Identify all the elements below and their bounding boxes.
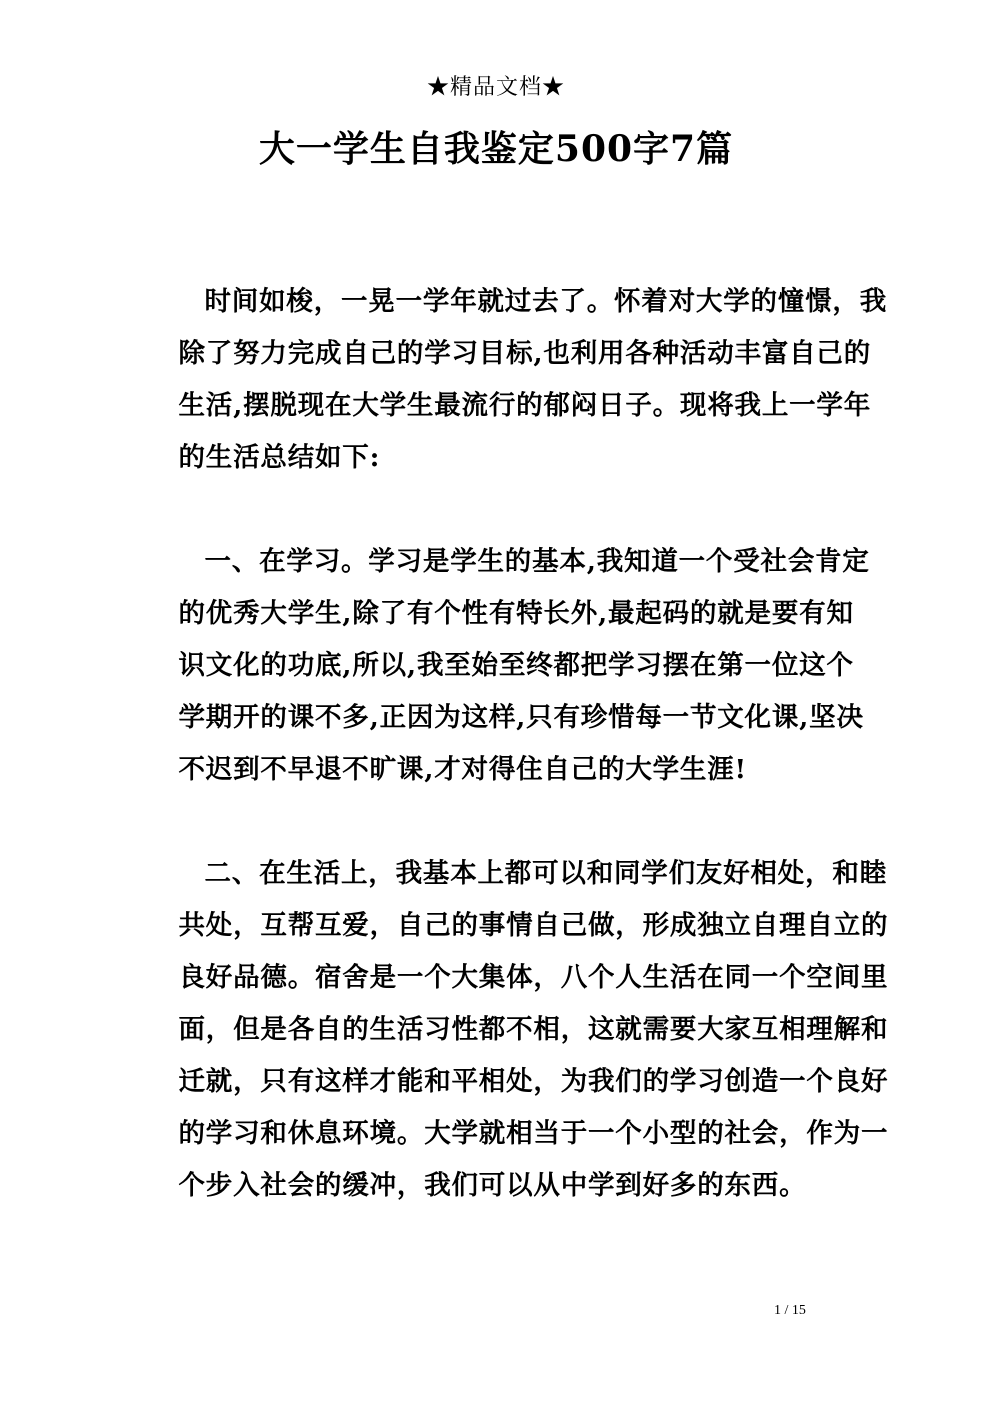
text-line: 二、在生活上，我基本上都可以和同学们友好相处，和睦 [204,858,887,889]
text-line: 面，但是各自的生活习性都不相，这就需要大家互相理解和 [178,1014,889,1045]
text-line: 生活,摆脱现在大学生最流行的郁闷日子。现将我上一学年 [178,390,872,421]
text-line: 不迟到不早退不旷课,才对得住自己的大学生涯! [178,754,747,785]
text-line: 共处，互帮互爱，自己的事情自己做，形成独立自理自立的 [178,910,889,941]
paragraph-intro [152,276,887,484]
paragraph-study [152,536,870,796]
text-line: 迁就，只有这样才能和平相处，为我们的学习创造一个良好 [178,1066,889,1097]
text-line: 识文化的功底,所以,我至始至终都把学习摆在第一位这个 [178,650,854,681]
text-line: 良好品德。宿舍是一个大集体，八个人生活在同一个空间里 [178,962,889,993]
header-mark: ★精品文档★ [426,75,565,100]
text-line: 时间如梭，一晃一学年就过去了。怀着对大学的憧憬，我 [204,286,887,317]
text-line: 学期开的课不多,正因为这样,只有珍惜每一节文化课,坚决 [178,702,864,733]
text-line: 个步入社会的缓冲，我们可以从中学到好多的东西。 [178,1170,807,1201]
document-title: 大一学生自我鉴定500字7篇 [258,128,734,170]
document-body [152,276,889,1264]
paragraph-life [152,848,889,1212]
text-line: 的学习和休息环境。大学就相当于一个小型的社会，作为一 [178,1118,889,1149]
text-line: 的生活总结如下: [178,442,381,473]
page-number: 1 / 15 [774,1303,806,1318]
text-line: 一、在学习。学习是学生的基本,我知道一个受社会肯定 [204,546,870,577]
text-line: 的优秀大学生,除了有个性有特长外,最起码的就是要有知 [178,598,854,629]
text-line: 除了努力完成自己的学习目标,也利用各种活动丰富自己的 [178,338,872,369]
